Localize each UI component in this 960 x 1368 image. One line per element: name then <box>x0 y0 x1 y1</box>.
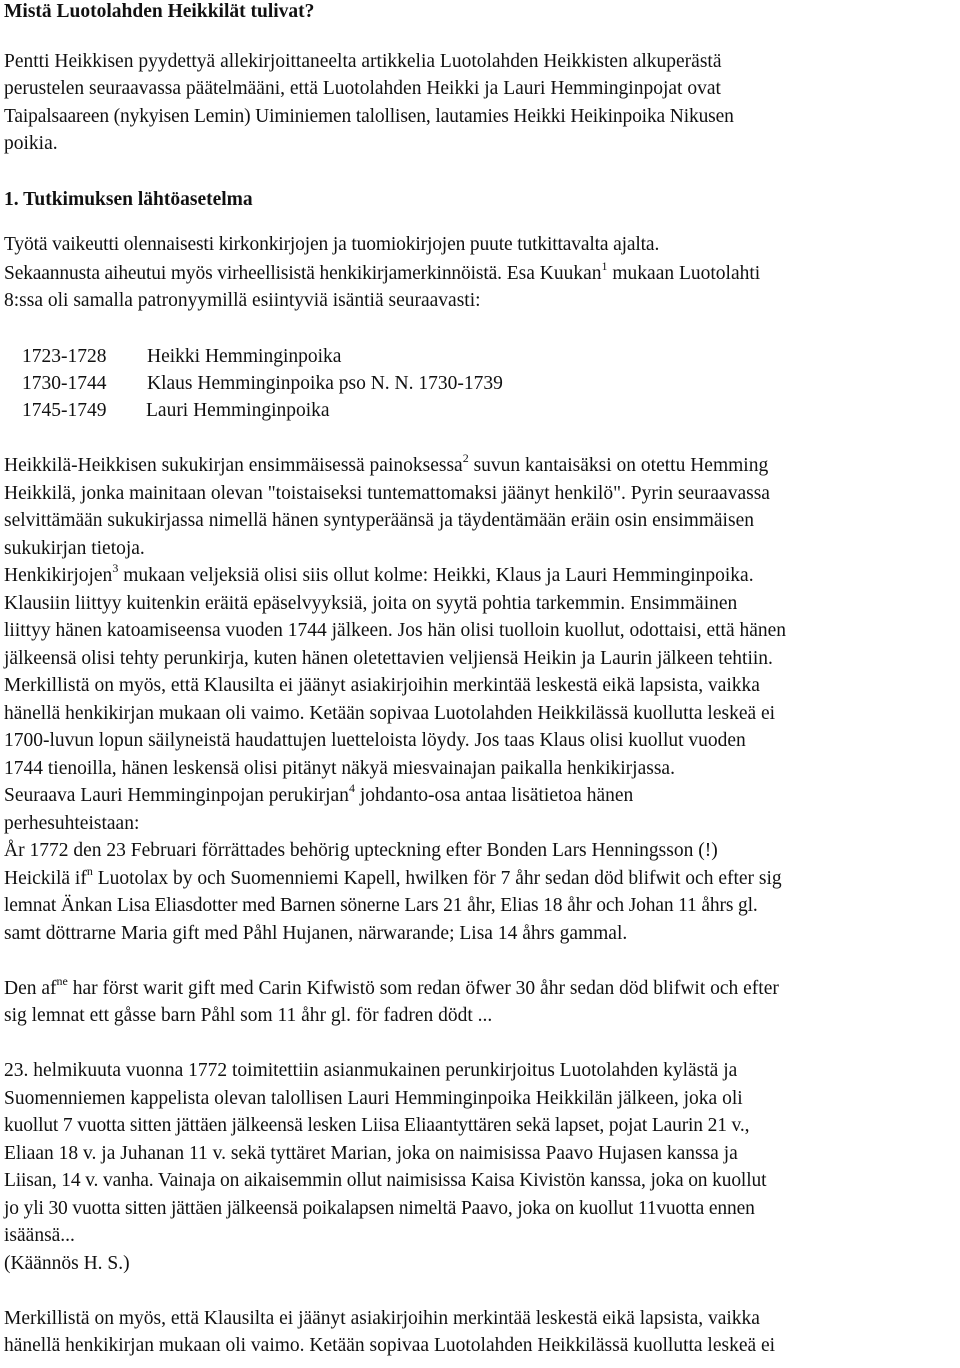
intro-line: perustelen seuraavassa päätelmääni, että Luotolahden Heikki ja Lauri Hemminginpojat ovat <box>4 78 721 99</box>
quote-text: Luotolax by och Suomenniemi Kapell, hwilken för 7 åhr sedan död blifwit och efter sig <box>92 868 782 889</box>
document-title: Mistä Luotolahden Heikkilät tulivat? <box>4 1 315 22</box>
paragraph-line: 1744 tienoilla, hänen leskensä olisi pitänyt näkyä miesvainajan paikalla henkikirjassa. <box>4 758 675 779</box>
translation-line: Suomenniemen kappelista olevan talollisen Lauri Hemminginpoika Heikkilän jälkeen, joka oli <box>4 1088 743 1109</box>
masters-name: Lauri Hemminginpoika <box>146 400 330 421</box>
translation-line: Liisan, 14 v. vanha. Vainaja on aikaisemmin ollut naimisissa Kaisa Kivistön kanssa, joka on kuollut <box>4 1170 767 1191</box>
quote-text: Heickilä if <box>4 868 87 889</box>
translation-line: kuollut 7 vuotta sitten jättäen jälkeensä lesken Liisa Eliaantyttären sekä lapset, pojat Laurin 21 v., <box>4 1115 750 1136</box>
paragraph-line: 1700-luvun lopun säilyneistä haudattujen luetteloista löydy. Jos taas Klaus olisi kuollut vuoden <box>4 730 746 751</box>
footnote-marker: 2 <box>462 451 469 465</box>
intro-line: Pentti Heikkisen pyydettyä allekirjoittaneelta artikkelia Luotolahden Heikkisten alkuperästä <box>4 51 722 72</box>
masters-years: 1723-1728 <box>22 346 107 367</box>
translation-line: isäänsä... <box>4 1225 75 1246</box>
masters-row <box>22 345 341 369</box>
paragraph-line: sukukirjan tietoja. <box>4 538 145 559</box>
paragraph-text: mukaan veljeksiä olisi siis ollut kolme: Heikki, Klaus ja Lauri Hemminginpoika. <box>118 565 754 586</box>
quote-text: Den af <box>4 978 57 999</box>
paragraph-line: hänellä henkikirjan mukaan oli vaimo. Ketään sopivaa Luotolahden Heikkilässä kuollutta leskeä ei <box>4 1335 776 1356</box>
paragraph-text: suvun kantaisäksi on otettu Hemming <box>468 455 769 476</box>
quote-line: samt döttrarne Maria gift med Påhl Hujanen, närwarande; Lisa 14 åhrs gammal. <box>4 923 628 944</box>
intro-line: Taipalsaareen (nykyisen Lemin) Uiminiemen talollisen, lautamies Heikki Heikinpoika Nikusen <box>4 106 734 127</box>
paragraph-text: mukaan Luotolahti <box>607 263 761 284</box>
masters-name: Heikki Hemminginpoika <box>147 346 342 367</box>
paragraph-line: liittyy hänen katoamiseensa vuoden 1744 jälkeen. Jos hän olisi tuolloin kuollut, odottaisi, että hänen <box>4 620 787 641</box>
translation-line: Eliaan 18 v. ja Juhanan 11 v. sekä tyttäret Marian, joka on naimisissa Paavo Hujasen kanssa ja <box>4 1143 738 1164</box>
paragraph-line: selvittämään sukukirjassa nimellä hänen syntyperäänsä ja täydentämään eräin osin ensimmäisen <box>4 510 754 531</box>
quote-line <box>4 974 779 1002</box>
paragraph-line: Merkillistä on myös, että Klausilta ei jäänyt asiakirjoihin merkintää leskestä eikä lapsista, vaikka <box>4 675 760 696</box>
superscript: n <box>86 864 93 878</box>
quote-line: lemnat Änkan Lisa Eliasdotter med Barnen sönerne Lars 21 åhr, Elias 18 åhr och Johan 11 åhrs gl. <box>4 895 758 916</box>
paragraph-line: hänellä henkikirjan mukaan oli vaimo. Ketään sopivaa Luotolahden Heikkilässä kuollutta leskeä ei <box>4 703 776 724</box>
paragraph-text: Sekaannusta aiheutui myös virheellisistä henkikirjamerkinnöistä. <box>4 263 502 284</box>
paragraph-line: Heikkilä, jonka mainitaan olevan "toistaiseksi tuntemattomaksi jäänyt henkilö". Pyrin seuraavassa <box>4 483 770 504</box>
paragraph-line <box>4 451 769 479</box>
intro-line: poikia. <box>4 133 58 154</box>
paragraph-text: Henkikirjojen <box>4 565 113 586</box>
quote-text: har först warit gift med Carin Kifwistö som redan öfwer 30 åhr sedan död blifwit och efter <box>67 978 779 999</box>
masters-years: 1730-1744 <box>22 373 107 394</box>
paragraph-text: Esa Kuukan <box>501 263 602 284</box>
paragraph-line: Merkillistä on myös, että Klausilta ei jäänyt asiakirjoihin merkintää leskestä eikä lapsista, vaikka <box>4 1308 760 1329</box>
paragraph-line <box>4 561 754 589</box>
quote-line: sig lemnat ett gåsse barn Påhl som 11 åhr gl. för fadren dödt ... <box>4 1005 493 1026</box>
masters-row <box>22 399 330 423</box>
paragraph-line: Työtä vaikeutti olennaisesti kirkonkirjojen ja tuomiokirjojen puute tutkittavalta ajalta. <box>4 234 660 255</box>
paragraph-line <box>4 781 634 809</box>
quote-line: År 1772 den 23 Februari förrättades behörig upteckning efter Bonden Lars Henningsson (!) <box>4 840 718 861</box>
paragraph-line: perhesuhteistaan: <box>4 813 140 834</box>
paragraph-text: Heikkilä-Heikkisen sukukirjan ensimmäisessä painoksessa <box>4 455 463 476</box>
footnote-marker: 1 <box>601 259 608 273</box>
paragraph-line: jälkeensä olisi tehty perunkirja, kuten hänen oletettavien veljiensä Heikin ja Laurin jälkeen tehtiin. <box>4 648 773 669</box>
quote-line <box>4 864 782 892</box>
paragraph-line: Klausiin liittyy kuitenkin eräitä epäselvyyksiä, joita on syytä pohtia tarkemmin. Ensimmäinen <box>4 593 738 614</box>
translation-line: jo yli 30 vuotta sitten jättäen jälkeensä poikalapsen nimeltä Paavo, joka on kuollut 11vuotta ennen <box>4 1198 755 1219</box>
footnote-marker: 4 <box>348 781 355 795</box>
masters-name: Klaus Hemminginpoika pso N. N. 1730-1739 <box>147 373 503 394</box>
translation-line: 23. helmikuuta vuonna 1772 toimitettiin asianmukainen perunkirjoitus Luotolahden kylästä ja <box>4 1060 738 1081</box>
section-heading: 1. Tutkimuksen lähtöasetelma <box>4 189 253 210</box>
paragraph-line <box>4 259 761 287</box>
masters-years: 1745-1749 <box>22 400 107 421</box>
footnote-marker: 3 <box>112 561 119 575</box>
paragraph-text: johdanto-osa antaa lisätietoa hänen <box>354 785 634 806</box>
masters-row <box>22 372 503 396</box>
superscript: ne <box>56 974 68 988</box>
paragraph-text: Seuraava Lauri Hemminginpojan perukirjan <box>4 785 349 806</box>
paragraph-line: 8:ssa oli samalla patronyymillä esiintyviä isäntiä seuraavasti: <box>4 290 481 311</box>
translation-credit: (Käännös H. S.) <box>4 1253 130 1274</box>
